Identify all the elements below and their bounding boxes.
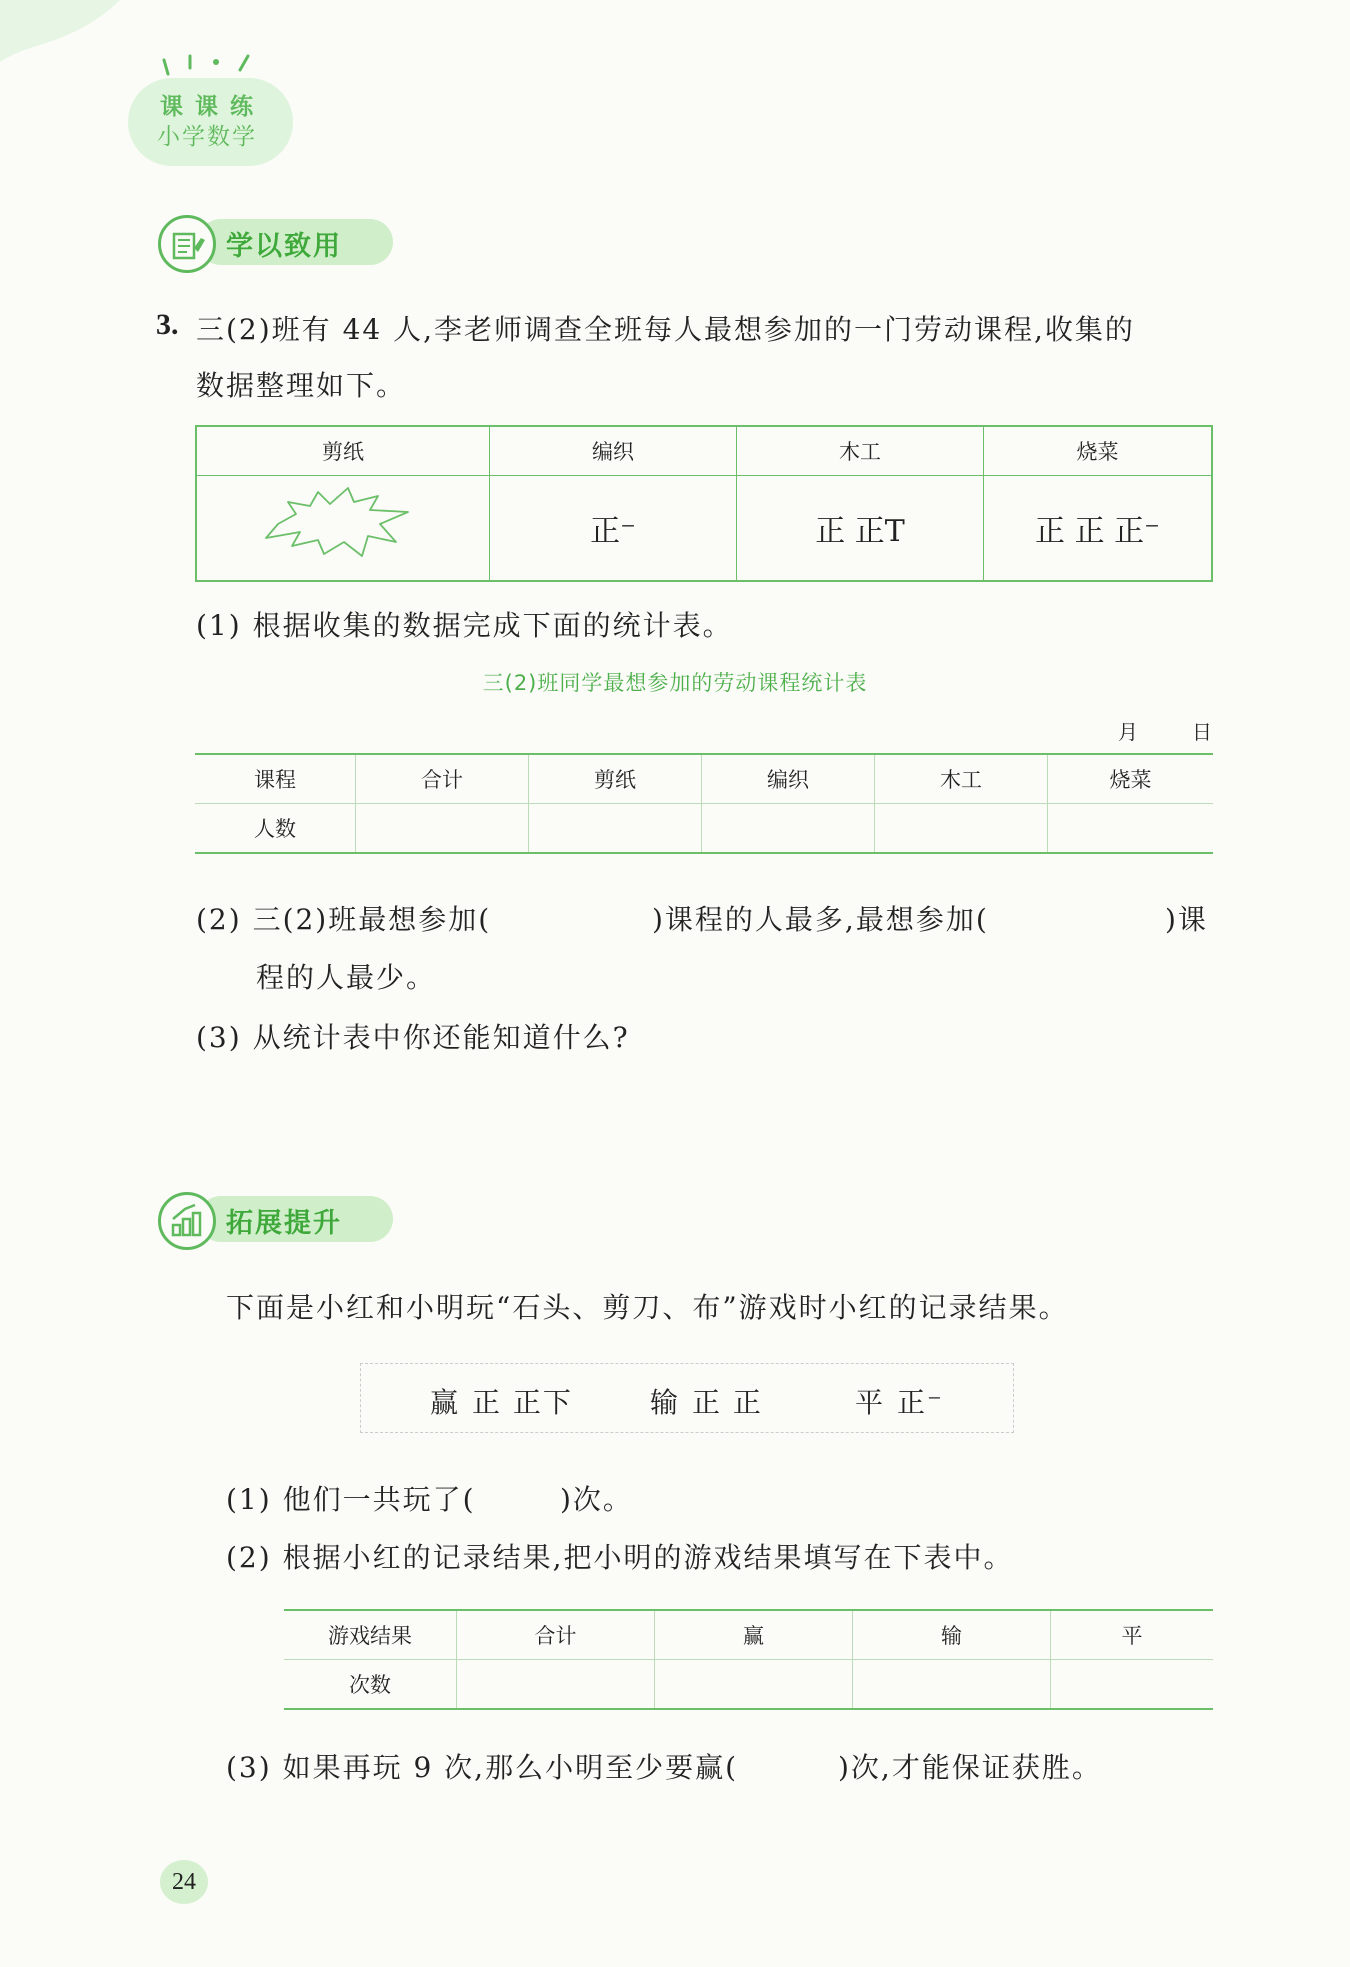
answer-cell[interactable] — [875, 804, 1048, 854]
stat-header: 课程 — [195, 754, 356, 804]
answer-cell[interactable] — [529, 804, 702, 854]
answer-cell[interactable] — [356, 804, 529, 854]
chart-icon — [161, 1195, 213, 1247]
question-text-line2: 数据整理如下。 — [196, 369, 407, 402]
section-badge-extend — [158, 1192, 398, 1242]
section-label: 学以致用 — [226, 231, 342, 262]
answer-cell[interactable] — [457, 1660, 655, 1710]
table-title: 三(2)班同学最想参加的劳动课程统计表 — [482, 671, 868, 695]
record-draw-label: 平 — [855, 1386, 886, 1419]
extend-sub-2: (2) 根据小红的记录结果,把小明的游戏结果填写在下表中。 — [226, 1541, 1014, 1574]
question-text-line1: 三(2)班有 44 人,李老师调查全班每人最想参加的一门劳动课程,收集的 — [196, 313, 1135, 346]
sub-question-2-a: (2) 三(2)班最想参加( — [196, 903, 492, 936]
tally-marks: 正⁻ — [490, 476, 737, 582]
date-day: 日 — [1192, 720, 1212, 744]
course-stat-table — [195, 753, 1213, 854]
tally-header: 编织 — [490, 426, 737, 476]
tally-header: 木工 — [737, 426, 984, 476]
tally-marks: 正 正T — [737, 476, 984, 582]
badge-circle — [158, 1192, 216, 1250]
answer-cell[interactable] — [1048, 804, 1214, 854]
stat-header: 木工 — [875, 754, 1048, 804]
stat-header: 烧菜 — [1048, 754, 1214, 804]
stat-header-row — [195, 754, 1213, 804]
tally-marks: 正 正 正⁻ — [984, 476, 1213, 582]
sub-question-2-b: )课程的人最多,最想参加( — [652, 903, 989, 936]
section-badge-apply — [158, 215, 398, 265]
tally-marks-row — [196, 476, 1212, 582]
record-draw-tally: 正⁻ — [897, 1386, 944, 1419]
game-header-row — [284, 1610, 1213, 1660]
tally-header: 烧菜 — [984, 426, 1213, 476]
game-row-label: 次数 — [284, 1660, 457, 1710]
answer-cell[interactable] — [853, 1660, 1051, 1710]
sparkle-icon — [150, 42, 260, 82]
section-label: 拓展提升 — [226, 1208, 342, 1239]
sub-question-3: (3) 从统计表中你还能知道什么? — [196, 1021, 630, 1054]
sub-question-2-c: )课 — [1165, 903, 1208, 936]
book-icon — [161, 218, 213, 270]
record-lose-label: 输 — [650, 1386, 681, 1419]
brand-subtitle: 小学数学 — [157, 124, 257, 150]
tally-header: 剪纸 — [196, 426, 490, 476]
tally-cell-torn — [196, 476, 490, 582]
record-win-label: 赢 — [430, 1386, 461, 1419]
game-header: 平 — [1051, 1610, 1214, 1660]
torn-paper-icon — [258, 484, 428, 564]
game-stat-table — [284, 1609, 1213, 1710]
sub-question-2-line2: 程的人最少。 — [256, 961, 437, 994]
badge-circle — [158, 215, 216, 273]
record-lose-tally: 正 正 — [692, 1386, 763, 1419]
stat-header: 剪纸 — [529, 754, 702, 804]
stat-row-count — [195, 804, 1213, 854]
extend-sub-3-b: )次,才能保证获胜。 — [838, 1751, 1102, 1784]
answer-cell[interactable] — [702, 804, 875, 854]
game-header: 游戏结果 — [284, 1610, 457, 1660]
extend-intro: 下面是小红和小明玩“石头、剪刀、布”游戏时小红的记录结果。 — [226, 1291, 1069, 1324]
stat-header: 合计 — [356, 754, 529, 804]
stat-header: 编织 — [702, 754, 875, 804]
game-header: 赢 — [655, 1610, 853, 1660]
game-header: 合计 — [457, 1610, 655, 1660]
question-number: 3. — [156, 308, 179, 341]
stat-row-label: 人数 — [195, 804, 356, 854]
date-month: 月 — [1118, 720, 1138, 744]
page-number: 24 — [160, 1860, 208, 1904]
tally-header-row — [196, 426, 1212, 476]
extend-sub-1-b: )次。 — [560, 1483, 633, 1516]
extend-sub-1-a: (1) 他们一共玩了( — [226, 1483, 476, 1516]
tally-table — [195, 425, 1213, 582]
extend-sub-3-a: (3) 如果再玩 9 次,那么小明至少要赢( — [226, 1751, 739, 1784]
game-row-count — [284, 1660, 1213, 1710]
answer-cell[interactable] — [1051, 1660, 1214, 1710]
sub-question-1: (1) 根据收集的数据完成下面的统计表。 — [196, 609, 733, 642]
answer-cell[interactable] — [655, 1660, 853, 1710]
game-header: 输 — [853, 1610, 1051, 1660]
record-win-tally: 正 正下 — [472, 1386, 573, 1419]
brand-title: 课课练 — [160, 94, 265, 120]
